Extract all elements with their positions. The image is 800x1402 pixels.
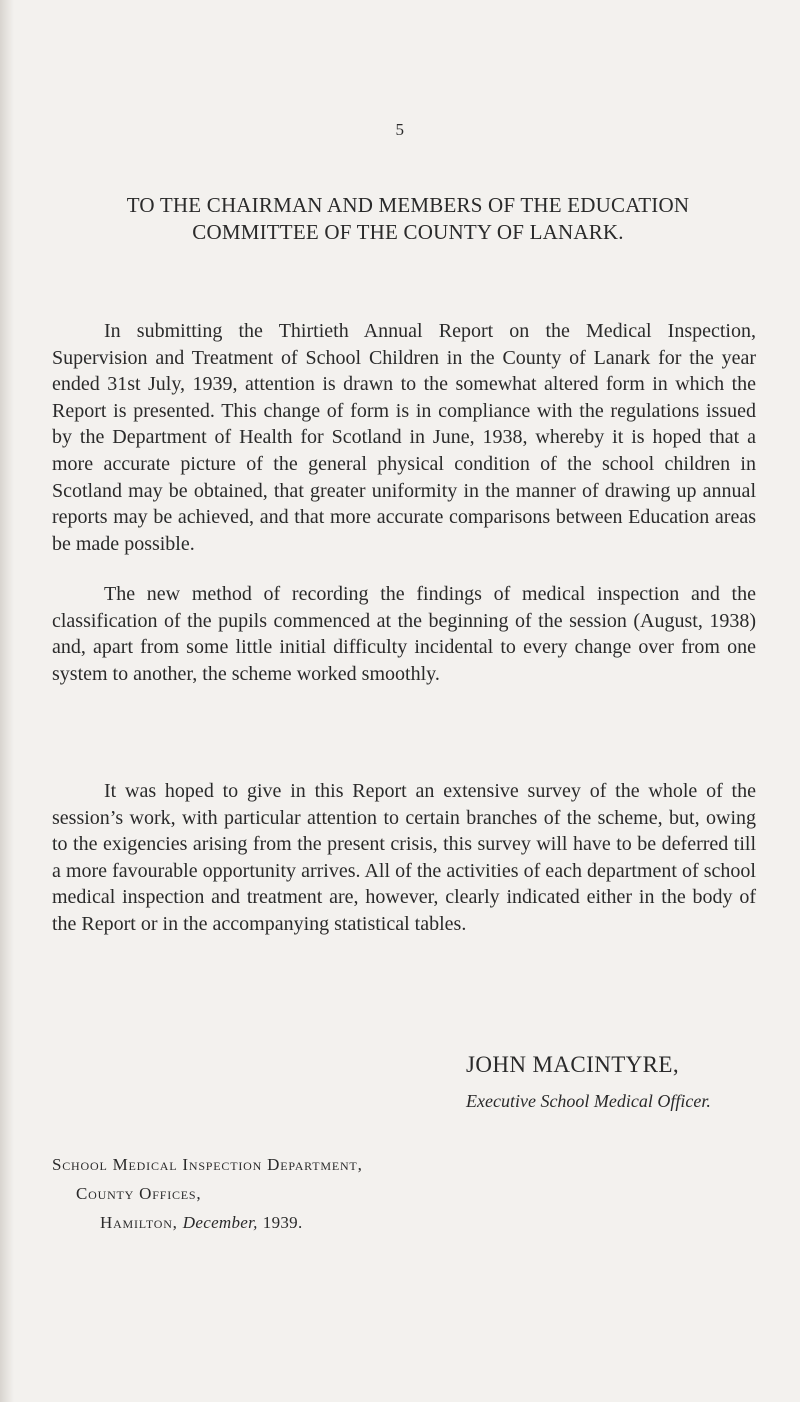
body-paragraph-3: It was hoped to give in this Report an extensive survey of the whole of the session’s work, with particular attention to certain branches of the scheme, but, owing to the exigencies arising from the present crisis, this survey will have to be deferred till a more favourable opportunity arrives. All of the activities of each department of school medical inspection and treatment are, however, clearly indicated either in the body of the Report or in the accompanying statistical tables. [52,780,756,935]
page-binding-edge [0,0,14,1402]
body-paragraph-1: In submitting the Thirtieth Annual Report on the Medical Inspection, Supervision and Treatment of School Children in the County of Lanark for the year ended 31st July, 1939, attention is drawn to the somewhat altered form in which the Report is presented. This change of form is in compliance with the regulations issued by the Department of Health for Scotland in June, 1938, whereby it is hoped that a more accurate picture of the general physical condition of the school children in Scotland may be obtained, that greater uniformity in the manner of drawing up annual reports may be achieved, and that more accurate comparisons between Education areas be made possible. [52,320,756,555]
sender-department: School Medical Inspection Department, [52,1155,363,1174]
sender-month: December, [182,1213,258,1232]
sender-place: Hamilton, [100,1213,178,1232]
sender-place-date [100,1213,303,1233]
signature-name: JOHN MACINTYRE, [466,1052,679,1077]
sender-year: 1939. [262,1213,303,1232]
address-line-1: TO THE CHAIRMAN AND MEMBERS OF THE EDUCATION [126,193,690,217]
page-number: 5 [395,120,405,139]
body-paragraph-2: The new method of recording the findings of medical inspection and the classification of the pupils commenced at the beginning of the session (August, 1938) and, apart from some little initial difficulty incidental to every change over from one system to another, the scheme worked smoothly. [52,583,756,685]
address-line-2: COMMITTEE OF THE COUNTY OF LANARK. [192,220,624,244]
address-heading [48,192,768,246]
sender-offices: County Offices, [76,1184,202,1203]
signature-title: Executive School Medical Officer. [466,1091,711,1111]
